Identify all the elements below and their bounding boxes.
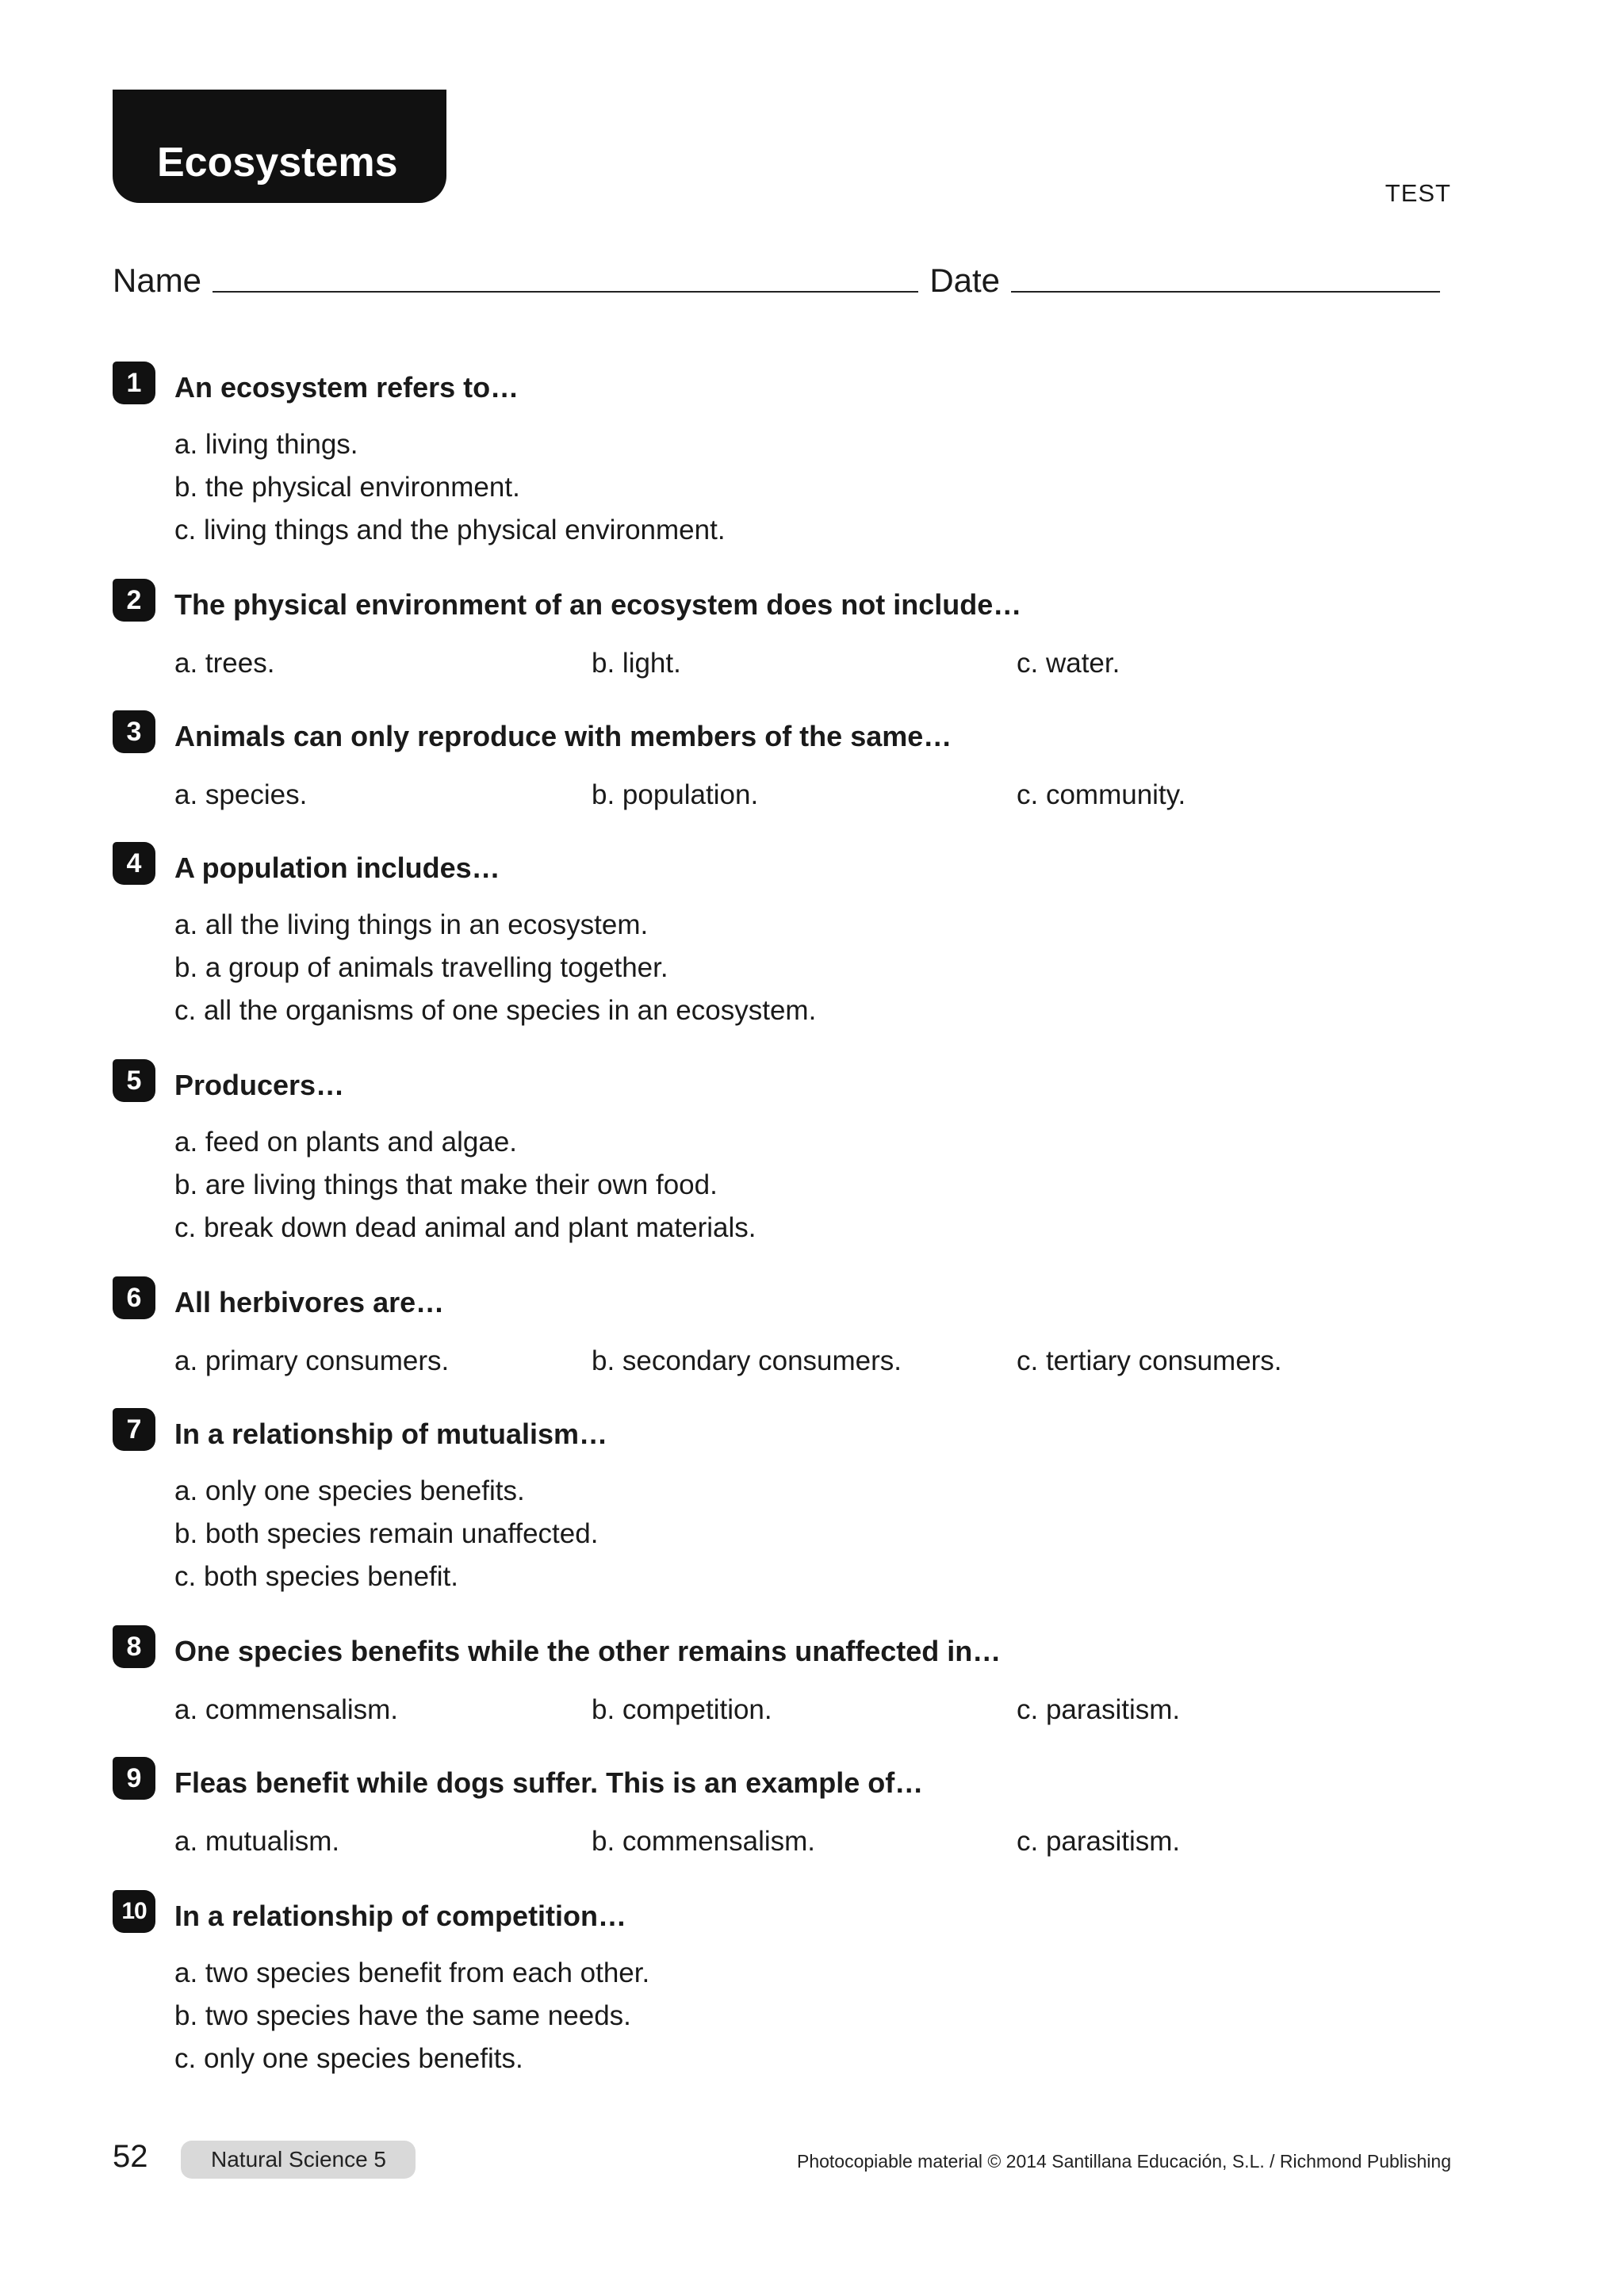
date-field[interactable] [1011, 290, 1440, 293]
question-text: Animals can only reproduce with members of the same… [174, 720, 952, 752]
option-a[interactable]: a. mutualism. [174, 1826, 340, 1857]
option-c[interactable]: c. parasitism. [1017, 1694, 1181, 1725]
question-number: 7 [113, 1408, 155, 1451]
question-number: 1 [113, 362, 155, 404]
question-number: 5 [113, 1059, 155, 1102]
option-a[interactable]: a. living things. [174, 429, 358, 460]
question-text: In a relationship of competition… [174, 1900, 627, 1932]
question-text: One species benefits while the other remains unaffected in… [174, 1635, 1002, 1667]
question-number: 3 [113, 710, 155, 753]
question-number: 9 [113, 1757, 155, 1800]
page-title: Ecosystems [157, 140, 398, 186]
option-a[interactable]: a. two species benefit from each other. [174, 1957, 650, 1988]
option-b[interactable]: b. commensalism. [592, 1826, 816, 1857]
test-label: TEST [1385, 179, 1451, 207]
question-text: The physical environment of an ecosystem does not include… [174, 588, 1022, 621]
option-c[interactable]: c. community. [1017, 779, 1186, 810]
option-b[interactable]: b. two species have the same needs. [174, 2000, 631, 2031]
option-c[interactable]: c. parasitism. [1017, 1826, 1181, 1857]
option-b[interactable]: b. the physical environment. [174, 472, 520, 503]
title-tab [113, 90, 446, 203]
option-a[interactable]: a. species. [174, 779, 308, 810]
question-text: In a relationship of mutualism… [174, 1418, 608, 1450]
question-text: Producers… [174, 1069, 345, 1101]
question-text: All herbivores are… [174, 1286, 445, 1318]
option-b[interactable]: b. light. [592, 648, 681, 679]
question-number: 6 [113, 1276, 155, 1319]
option-b[interactable]: b. secondary consumers. [592, 1345, 902, 1376]
name-date-row [113, 252, 1451, 300]
copyright-notice: Photocopiable material © 2014 Santillana Educación, S.L. / Richmond Publishing [796, 2151, 1451, 2172]
option-a[interactable]: a. trees. [174, 648, 275, 679]
question-text: Fleas benefit while dogs suffer. This is an example of… [174, 1766, 924, 1799]
option-a[interactable]: a. commensalism. [174, 1694, 399, 1725]
book-title-badge: Natural Science 5 [181, 2141, 416, 2179]
option-a[interactable]: a. only one species benefits. [174, 1475, 525, 1506]
question-text: An ecosystem refers to… [174, 371, 519, 404]
option-b[interactable]: b. population. [592, 779, 759, 810]
name-field[interactable] [213, 290, 918, 293]
option-c[interactable]: c. all the organisms of one species in an ecosystem. [174, 995, 817, 1026]
question-text: A population includes… [174, 851, 500, 884]
option-b[interactable]: b. both species remain unaffected. [174, 1518, 599, 1549]
option-b[interactable]: b. competition. [592, 1694, 772, 1725]
option-a[interactable]: a. feed on plants and algae. [174, 1127, 518, 1158]
option-c[interactable]: c. both species benefit. [174, 1561, 458, 1592]
question-number: 2 [113, 579, 155, 622]
option-a[interactable]: a. primary consumers. [174, 1345, 450, 1376]
name-label: Name [113, 262, 202, 299]
question-number: 10 [113, 1890, 155, 1933]
page-number: 52 [113, 2139, 148, 2174]
option-c[interactable]: c. tertiary consumers. [1017, 1345, 1282, 1376]
option-b[interactable]: b. a group of animals travelling together. [174, 952, 668, 983]
option-a[interactable]: a. all the living things in an ecosystem. [174, 909, 649, 940]
date-label: Date [929, 262, 1001, 299]
option-c[interactable]: c. water. [1017, 648, 1120, 679]
question-number: 4 [113, 842, 155, 885]
option-c[interactable]: c. only one species benefits. [174, 2043, 523, 2074]
option-c[interactable]: c. break down dead animal and plant materials. [174, 1212, 756, 1243]
question-number: 8 [113, 1625, 155, 1668]
option-c[interactable]: c. living things and the physical environment. [174, 515, 726, 545]
option-b[interactable]: b. are living things that make their own food. [174, 1169, 718, 1200]
